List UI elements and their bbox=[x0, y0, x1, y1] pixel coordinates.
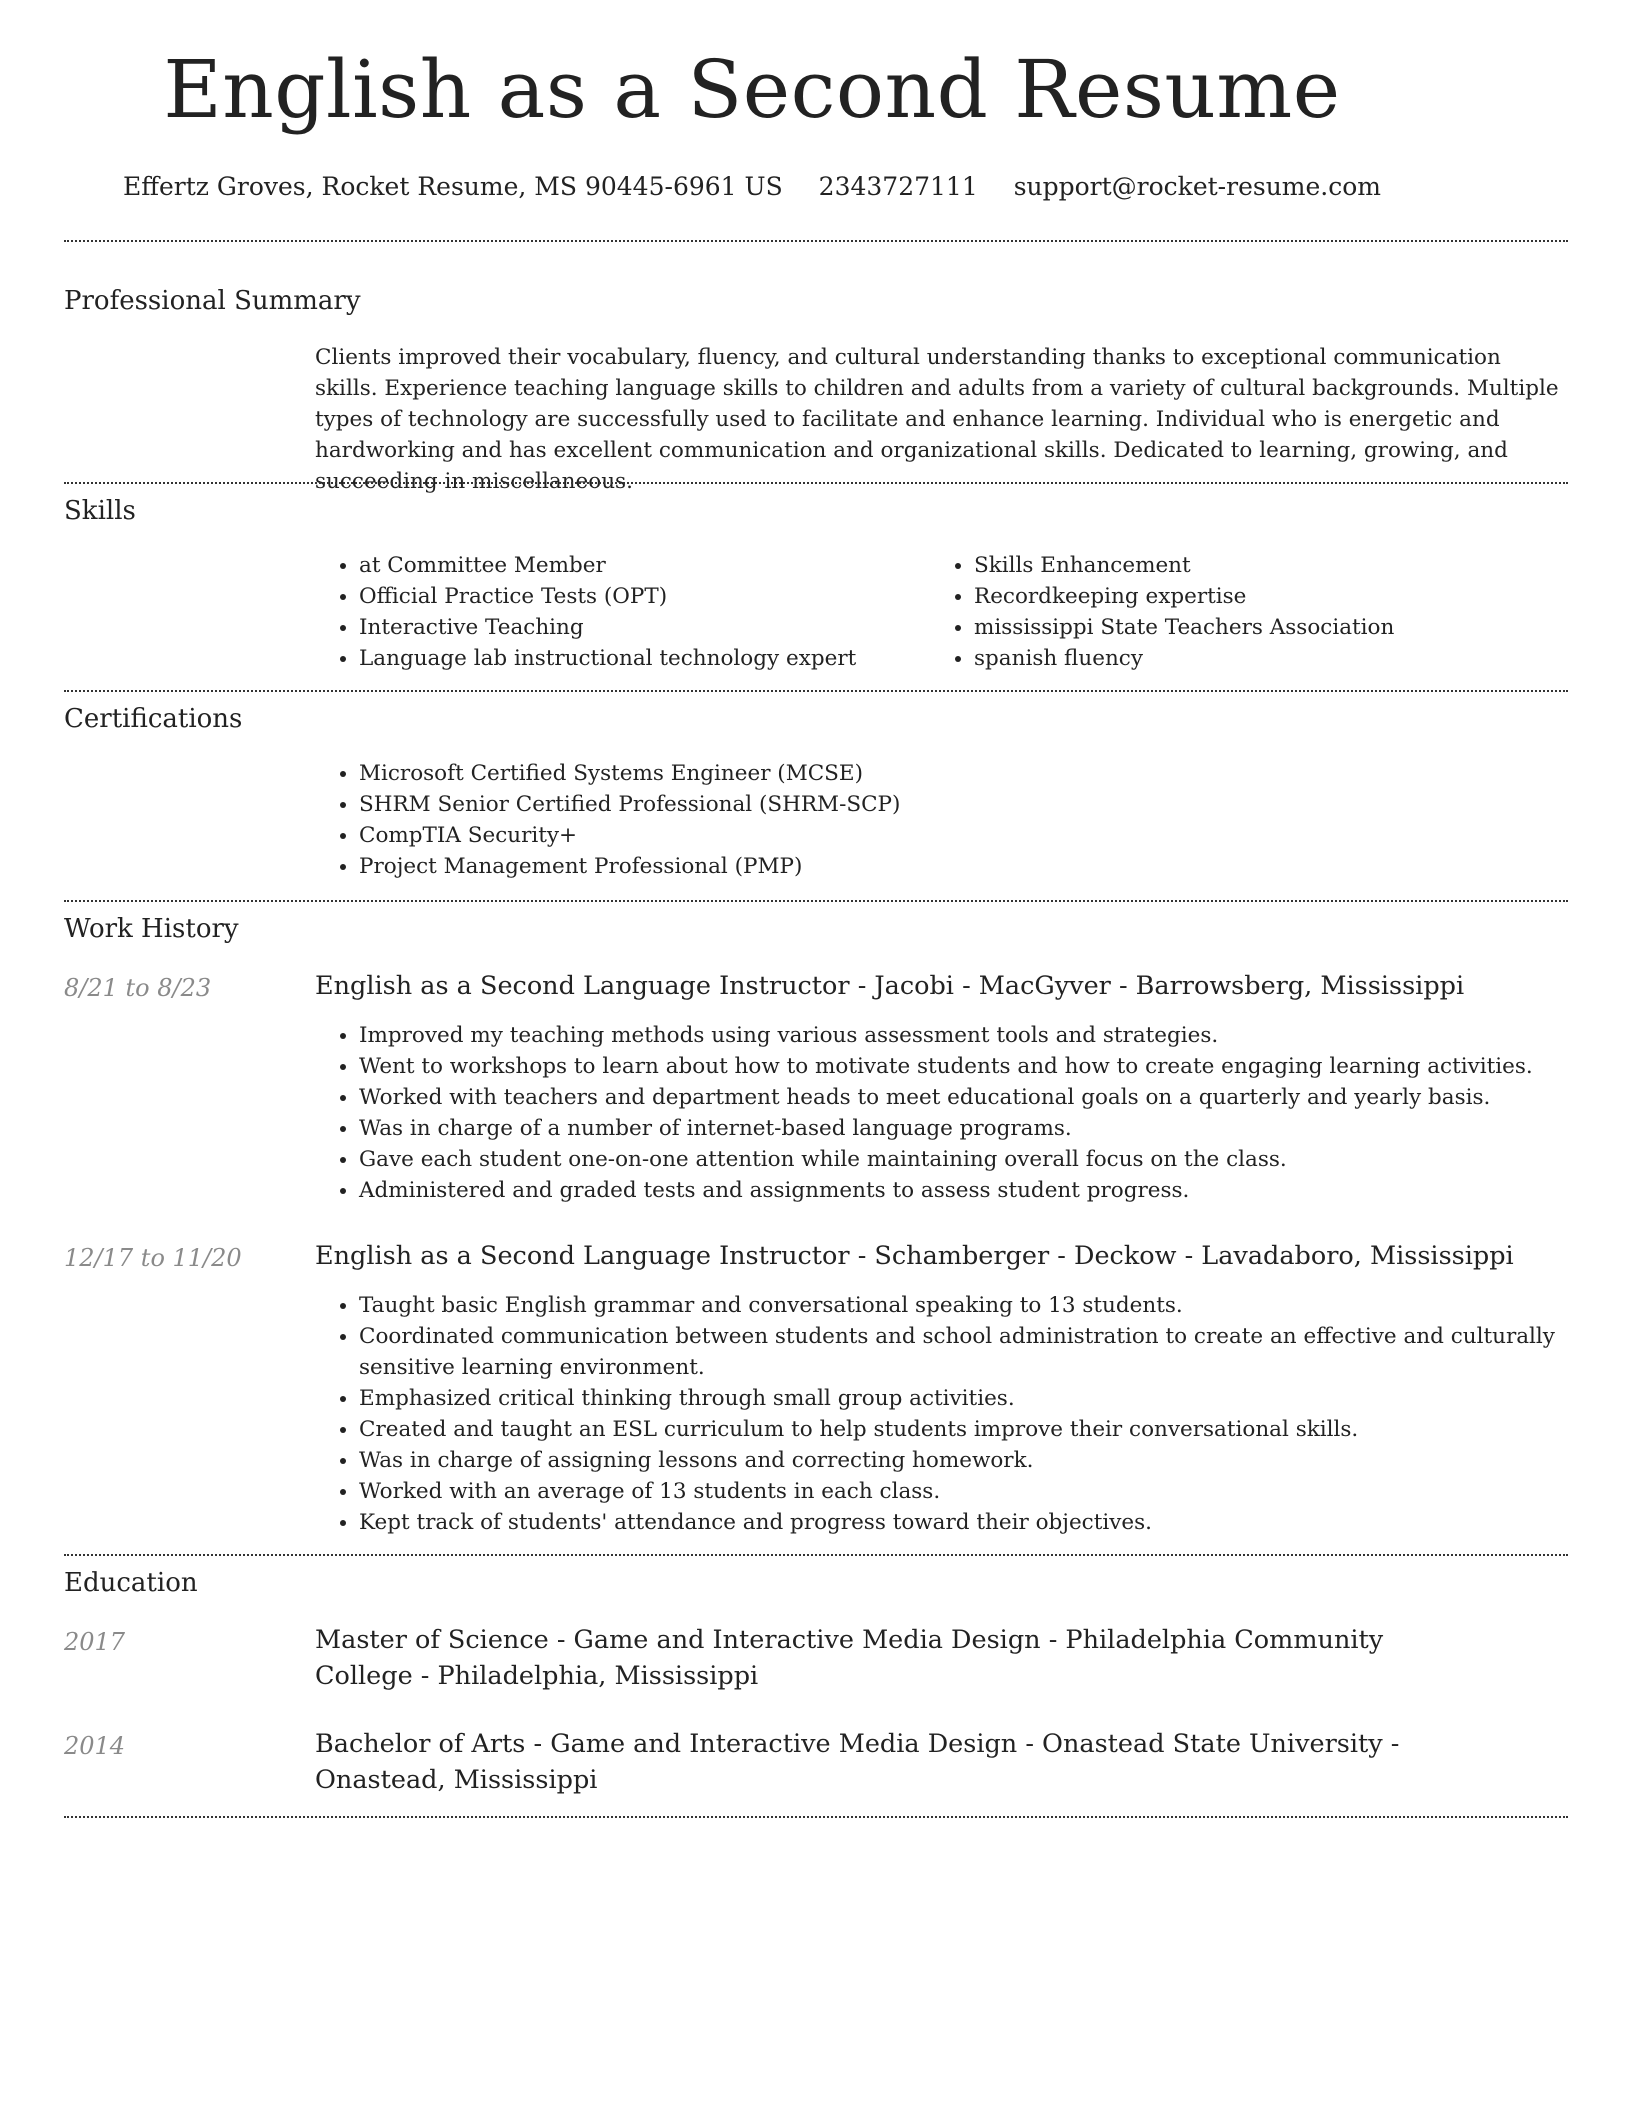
job-date: 8/21 to 8/23 bbox=[64, 974, 212, 1002]
skill-item: • spanish fluency bbox=[974, 643, 1530, 674]
skill-item: • Official Practice Tests (OPT) bbox=[359, 581, 915, 612]
skill-item: • mississippi State Teachers Association bbox=[974, 612, 1530, 643]
education-details: - Philadelphia Community College - Philadelphia, Mississippi bbox=[315, 1625, 1384, 1691]
job-bullet: • Administered and graded tests and assignments to assess student progress. bbox=[359, 1175, 1568, 1206]
job-bullet: • Coordinated communication between students and school administration to create an effective and culturally sensitive learning environment. bbox=[359, 1321, 1568, 1383]
contact-address: Effertz Groves, Rocket Resume, MS 90445-6961 US bbox=[123, 172, 783, 201]
job-date: 12/17 to 11/20 bbox=[64, 1244, 242, 1272]
section-title-education: Education bbox=[64, 1568, 198, 1598]
section-title-certifications: Certifications bbox=[64, 704, 243, 734]
job-bullets bbox=[315, 1020, 1568, 1206]
education-heading bbox=[315, 1726, 1455, 1798]
job-heading bbox=[315, 1238, 1568, 1274]
skills-list-left bbox=[315, 550, 915, 674]
education-date: 2017 bbox=[64, 1628, 126, 1656]
job-bullet: • Went to workshops to learn about how to motivate students and how to create engaging learning activities. bbox=[359, 1051, 1568, 1082]
education-heading bbox=[315, 1622, 1455, 1694]
contact-email: support@rocket-resume.com bbox=[1013, 172, 1381, 201]
job-details: - Schamberger - Deckow - Lavadaboro, Mississippi bbox=[849, 1241, 1514, 1271]
contact-line bbox=[0, 174, 1568, 199]
job-bullet: • Emphasized critical thinking through small group activities. bbox=[359, 1383, 1568, 1414]
divider bbox=[64, 690, 1568, 692]
certification-item: • Project Management Professional (PMP) bbox=[359, 851, 1515, 882]
job-bullet: • Was in charge of assigning lessons and correcting homework. bbox=[359, 1445, 1568, 1476]
skill-item: • at Committee Member bbox=[359, 550, 915, 581]
job-bullet: • Taught basic English grammar and conversational speaking to 13 students. bbox=[359, 1290, 1568, 1321]
skill-item: • Language lab instructional technology expert bbox=[359, 643, 915, 674]
job-bullet: • Worked with an average of 13 students in each class. bbox=[359, 1476, 1568, 1507]
job-bullet: • Improved my teaching methods using various assessment tools and strategies. bbox=[359, 1020, 1568, 1051]
resume-name: English as a Second Resume bbox=[163, 43, 1341, 136]
certification-item: • CompTIA Security+ bbox=[359, 820, 1515, 851]
education-degree: Bachelor of Arts - Game and Interactive Media Design bbox=[315, 1729, 1018, 1759]
education-date: 2014 bbox=[64, 1732, 126, 1760]
certification-item: • SHRM Senior Certified Professional (SHRM-SCP) bbox=[359, 789, 1515, 820]
education-details: - Onastead State University - Onastead, Mississippi bbox=[315, 1729, 1400, 1795]
job-bullet: • Kept track of students' attendance and progress toward their objectives. bbox=[359, 1507, 1568, 1538]
job-details: - Jacobi - MacGyver - Barrowsberg, Mississippi bbox=[849, 971, 1465, 1001]
section-title-skills: Skills bbox=[64, 496, 136, 526]
divider bbox=[64, 482, 1568, 484]
job-bullet: • Created and taught an ESL curriculum to help students improve their conversational skills. bbox=[359, 1414, 1568, 1445]
job-heading bbox=[315, 968, 1568, 1004]
divider bbox=[64, 1816, 1568, 1818]
skill-item: • Skills Enhancement bbox=[974, 550, 1530, 581]
certification-item: • Microsoft Certified Systems Engineer (MCSE) bbox=[359, 758, 1515, 789]
certifications-list bbox=[315, 758, 1515, 882]
job-role: English as a Second Language Instructor bbox=[315, 1241, 850, 1271]
job-bullets bbox=[315, 1290, 1568, 1538]
skill-item: • Interactive Teaching bbox=[359, 612, 915, 643]
section-title-summary: Professional Summary bbox=[64, 286, 361, 316]
divider bbox=[64, 240, 1568, 242]
job-bullet: • Was in charge of a number of internet-based language programs. bbox=[359, 1113, 1568, 1144]
education-degree: Master of Science - Game and Interactive Media Design bbox=[315, 1625, 1041, 1655]
contact-phone: 2343727111 bbox=[818, 172, 978, 201]
skills-list-right bbox=[930, 550, 1530, 674]
skill-item: • Recordkeeping expertise bbox=[974, 581, 1530, 612]
job-bullet: • Worked with teachers and department heads to meet educational goals on a quarterly and yearly basis. bbox=[359, 1082, 1568, 1113]
divider bbox=[64, 900, 1568, 902]
divider bbox=[64, 1554, 1568, 1556]
section-title-work: Work History bbox=[64, 914, 239, 944]
job-bullet: • Gave each student one-on-one attention while maintaining overall focus on the class. bbox=[359, 1144, 1568, 1175]
summary-text: Clients improved their vocabulary, fluency, and cultural understanding thanks to exceptional communication skills. Experience teaching language skills to children and adults from a variety of cultural backgrounds. Multiple types of technology are successfully used to facilitate and enhance learning. Individual who is energetic and hardworking and has excellent communication and organizational skills. Dedicated to learning, growing, and succeeding in miscellaneous. bbox=[315, 345, 1559, 494]
job-role: English as a Second Language Instructor bbox=[315, 971, 850, 1001]
